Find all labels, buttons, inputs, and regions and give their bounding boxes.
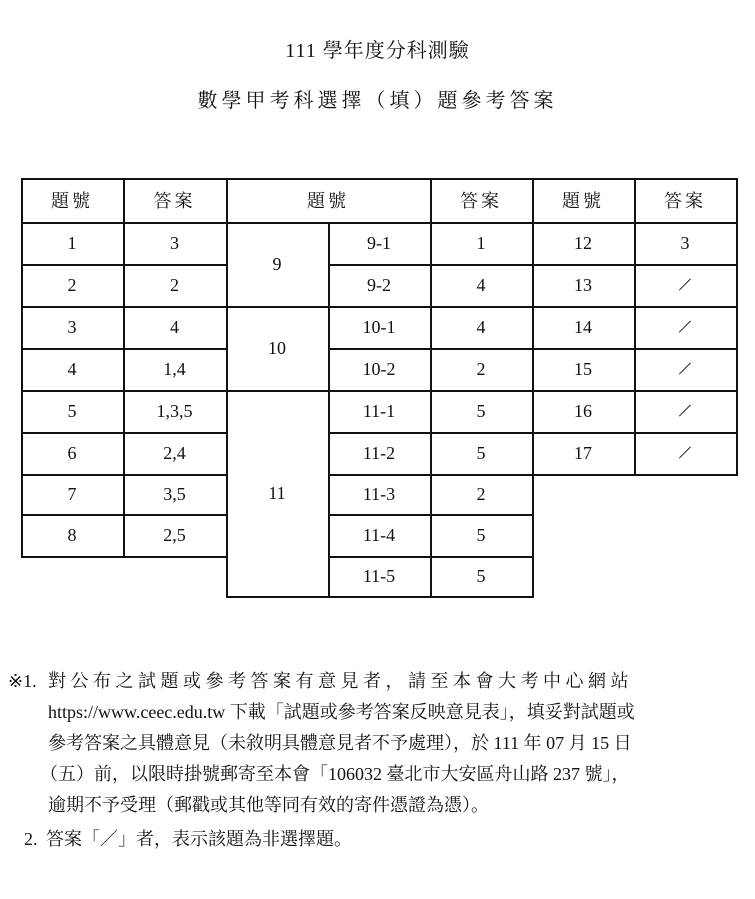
answer-value: 2 — [476, 358, 486, 379]
answer-value — [634, 306, 736, 348]
question-number: 12 — [574, 232, 592, 253]
answer-value: 5 — [476, 400, 486, 421]
header-answer: 答案 — [460, 191, 502, 211]
table-rule — [226, 178, 228, 598]
slash-icon — [679, 279, 691, 291]
answer-value — [634, 432, 736, 474]
answer-value: 3 — [170, 232, 179, 253]
sub-question-number: 11-4 — [362, 524, 396, 545]
sub-question-number: 11-5 — [362, 565, 396, 586]
slash-icon — [679, 363, 691, 375]
answer-value: 2 — [476, 483, 486, 504]
table-rule — [736, 178, 738, 476]
table-rule — [21, 222, 738, 224]
question-group-number: 9 — [272, 253, 282, 274]
question-number: 13 — [574, 274, 592, 295]
answer-value: 4 — [476, 316, 486, 337]
sub-question-number: 11-1 — [362, 400, 396, 421]
sub-question-number: 9-1 — [367, 232, 391, 253]
table-rule — [21, 178, 738, 180]
answer-value — [634, 390, 736, 432]
question-number: 2 — [67, 274, 77, 295]
question-group-number: 10 — [268, 337, 286, 358]
header-answer: 答案 — [153, 191, 196, 211]
question-group-number: 11 — [268, 482, 286, 503]
question-number: 17 — [574, 442, 592, 463]
answer-value: 5 — [476, 565, 486, 586]
note-1-line-2: https://www.ceec.edu.tw 下載「試題或參考答案反映意見表」，填妥對試題或 — [48, 702, 635, 722]
answer-value: 1,3,5 — [156, 400, 193, 421]
note-1-line-5: 逾期不予受理（郵戳或其他等同有效的寄件憑證為憑）。 — [48, 795, 489, 815]
note-1-line-1: 對 公 布 之 試 題 或 參 考 答 案 有 意 見 者 ， 請 至 本 會 大 考 中 心 網 站 — [48, 671, 629, 691]
answer-value: 2,5 — [163, 524, 186, 545]
header-answer: 答案 — [664, 191, 706, 211]
note-1-line-3: 參考答案之具體意見（未敘明具體意見者不予處理），於 111 年 07 月 15 日 — [48, 733, 632, 753]
slash-icon — [679, 405, 691, 417]
header-question-number: 題號 — [307, 191, 349, 211]
answer-value: 3,5 — [163, 483, 186, 504]
table-rule — [430, 596, 534, 598]
question-number: 3 — [67, 316, 77, 337]
question-number: 5 — [67, 400, 77, 421]
table-rule — [123, 178, 125, 558]
table-rule — [634, 178, 636, 476]
answer-value: 2,4 — [163, 442, 186, 463]
question-number: 6 — [67, 442, 77, 463]
sub-question-number: 11-2 — [362, 442, 396, 463]
answer-value: 5 — [476, 442, 486, 463]
table-rule — [226, 596, 330, 598]
note-2-text: 答案「／」者，表示該題為非選擇題。 — [46, 829, 352, 849]
note-1-marker: ※1. — [8, 671, 37, 691]
answer-value: 1,4 — [163, 358, 186, 379]
table-rule — [226, 390, 330, 392]
answer-value: 5 — [476, 524, 486, 545]
table-rule — [532, 178, 534, 598]
question-number: 1 — [67, 232, 77, 253]
sub-question-number: 9-2 — [367, 274, 391, 295]
slash-icon — [679, 447, 691, 459]
table-rule — [430, 178, 432, 598]
sub-question-number: 10-2 — [362, 358, 396, 379]
note-1-line-4: （五）前，以限時掛號郵寄至本會「106032 臺北市大安區舟山路 237 號」， — [40, 764, 630, 784]
answer-value: 2 — [170, 274, 179, 295]
question-number: 14 — [574, 316, 592, 337]
header-question-number: 題號 — [51, 191, 93, 211]
sub-question-number: 11-3 — [362, 483, 396, 504]
question-number: 7 — [67, 483, 77, 504]
answer-value: 1 — [476, 232, 486, 253]
question-number: 4 — [67, 358, 77, 379]
page-title: 111 學年度分科測驗 — [285, 40, 470, 62]
page-subtitle: 數學甲考科選擇（填）題參考答案 — [197, 90, 558, 112]
note-2-marker: 2. — [24, 829, 38, 849]
question-number: 16 — [574, 400, 592, 421]
table-rule — [21, 178, 23, 558]
slash-icon — [679, 321, 691, 333]
header-question-number: 題號 — [562, 191, 604, 211]
question-number: 15 — [574, 358, 592, 379]
sub-question-number: 10-1 — [362, 316, 396, 337]
answer-value: 3 — [680, 232, 690, 253]
answer-value — [634, 348, 736, 390]
answer-value — [634, 264, 736, 306]
answer-value: 4 — [476, 274, 486, 295]
table-rule — [328, 222, 330, 598]
table-rule — [226, 306, 330, 308]
question-number: 8 — [67, 524, 77, 545]
answer-value: 4 — [170, 316, 179, 337]
